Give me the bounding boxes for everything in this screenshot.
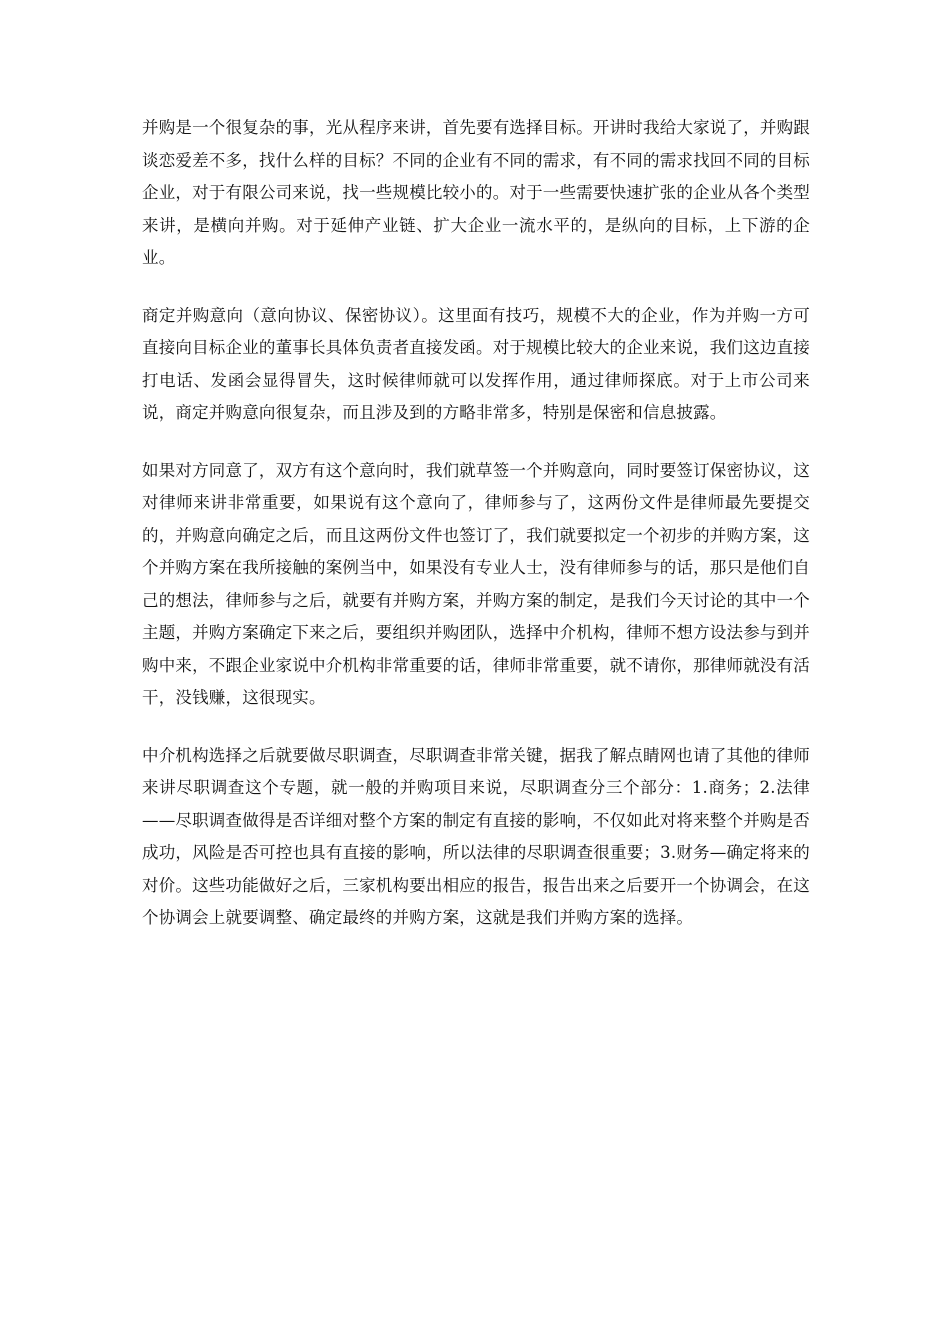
paragraph-merger-intent: 商定并购意向（意向协议、保密协议）。这里面有技巧，规模不大的企业，作为并购一方可直接向目标企业的董事长具体负责者直接发函。对于规模比较大的企业来说，我们这边直接打电话、发函会显得冒失，这时候律师就可以发挥作用，通过律师探底。对于上市公司来说，商定并购意向很复杂，而且涉及到的方略非常多，特别是保密和信息披露。 [142, 305, 810, 422]
paragraph-merger-plan: 如果对方同意了，双方有这个意向时，我们就草签一个并购意向，同时要签订保密协议，这对律师来讲非常重要，如果说有这个意向了，律师参与了，这两份文件是律师最先要提交的，并购意向确定之后，而且这两份文件也签订了，我们就要拟定一个初步的并购方案，这个并购方案在我所接触的案例当中，如果没有专业人士，没有律师参与的话，那只是他们自己的想法，律师参与之后，就要有并购方案，并购方案的制定，是我们今天讨论的其中一个主题，并购方案确定下来之后，要组织并购团队，选择中介机构，律师不想方设法参与到并购中来，不跟企业家说中介机构非常重要的话，律师非常重要，就不请你，那律师就没有活干，没钱赚，这很现实。 [142, 460, 810, 707]
paragraph-target-selection: 并购是一个很复杂的事，光从程序来讲，首先要有选择目标。开讲时我给大家说了，并购跟谈恋爱差不多，找什么样的目标？不同的企业有不同的需求，有不同的需求找回不同的目标企业，对于有限公司来说，找一些规模比较小的。对于一些需要快速扩张的企业从各个类型来讲，是横向并购。对于延伸产业链、扩大企业一流水平的，是纵向的目标，上下游的企业。 [142, 118, 810, 267]
paragraph-due-diligence: 中介机构选择之后就要做尽职调查，尽职调查非常关键，据我了解点睛网也请了其他的律师来讲尽职调查这个专题，就一般的并购项目来说，尽职调查分三个部分：1.商务；2.法律——尽职调查做得是否详细对整个方案的制定有直接的影响，不仅如此对将来整个并购是否成功，风险是否可控也具有直接的影响，所以法律的尽职调查很重要；3.财务—确定将来的对价。这些功能做好之后，三家机构要出相应的报告，报告出来之后要开一个协调会，在这个协调会上就要调整、确定最终的并购方案，这就是我们并购方案的选择。 [142, 745, 810, 927]
document-body [142, 112, 810, 960]
